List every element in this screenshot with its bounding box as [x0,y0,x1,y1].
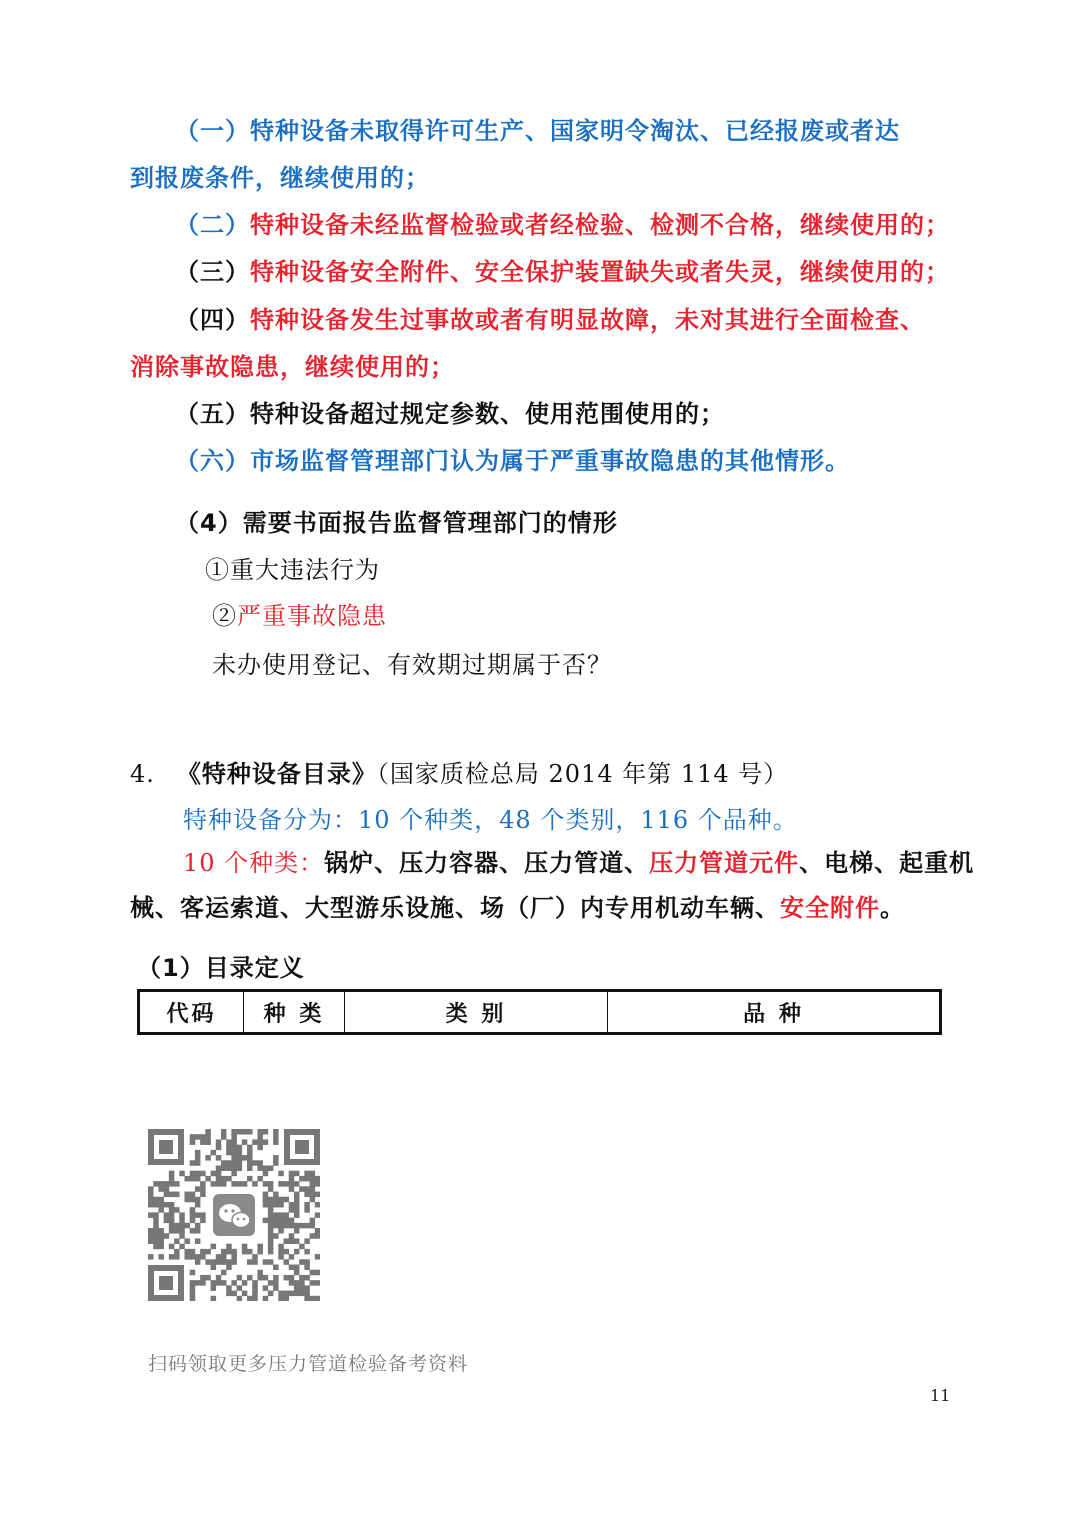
clause-6: （六）市场监督管理部门认为属于严重事故隐患的其他情形。 [175,446,850,475]
qr-caption: 扫码领取更多压力管道检验备考资料 [148,1353,469,1375]
page-number: 11 [930,1386,951,1405]
clause-4-line-2: 消除事故隐患，继续使用的； [130,352,455,381]
clause-2-prefix: （二） [175,210,250,239]
report-item-1: ①重大违法行为 [205,556,380,584]
clause-1-line-1: （一）特种设备未取得许可生产、国家明令淘汰、已经报废或者达 [175,116,900,145]
section-4-title: 《特种设备目录》 [176,760,377,788]
types-line-2: 械、客运索道、大型游乐设施、场（厂）内专用机动车辆、 [130,894,780,922]
column-category: 类 别 [345,992,608,1032]
clause-3-text: 特种设备安全附件、安全保护装置缺失或者失灵，继续使用的； [250,257,950,286]
types-end: 。 [880,894,905,922]
section-4-types-line-2 [130,893,905,923]
wechat-icon [211,1192,257,1238]
types-part-1: 锅炉、压力容器、压力管道、 [324,849,650,877]
column-type: 种 类 [244,992,345,1032]
types-label: 10 个种类： [183,849,325,877]
column-code: 代码 [140,992,244,1032]
column-variety: 品 种 [743,1001,804,1027]
section-4-title-line [130,759,788,789]
types-highlight-2: 安全附件 [780,894,880,922]
clause-1-line-2: 到报废条件，继续使用的； [130,163,430,192]
report-item-2 [212,601,387,631]
clause-3 [175,257,950,287]
clause-5: （五）特种设备超过规定参数、使用范围使用的； [175,399,725,428]
report-heading: （4）需要书面报告监督管理部门的情形 [175,509,618,537]
clause-2 [175,210,950,240]
report-question: 未办使用登记、有效期过期属于否？ [212,651,612,679]
section-4-types-line-1 [183,848,974,878]
section-4-number: 4. [130,760,155,788]
definition-heading: （1）目录定义 [137,954,305,982]
clause-2-text: 特种设备未经监督检验或者经检验、检测不合格，继续使用的； [250,210,950,239]
clause-4-line-1 [175,305,925,335]
types-part-2: 、电梯、起重机 [799,849,975,877]
clause-4-prefix: （四） [175,305,250,334]
types-highlight-1: 压力管道元件 [649,849,800,877]
catalog-table-header [137,989,942,1035]
clause-3-prefix: （三） [175,257,250,286]
section-4-summary: 特种设备分为：10 个种类，48 个类别，116 个品种。 [183,806,798,834]
qr-code-icon[interactable] [148,1129,320,1301]
section-4-source: （国家质检总局 2014 年第 114 号） [376,760,789,788]
report-item-2-marker: ② [212,602,237,630]
clause-4-text: 特种设备发生过事故或者有明显故障，未对其进行全面检查、 [250,305,925,334]
report-item-2-text: 严重事故隐患 [237,602,387,630]
